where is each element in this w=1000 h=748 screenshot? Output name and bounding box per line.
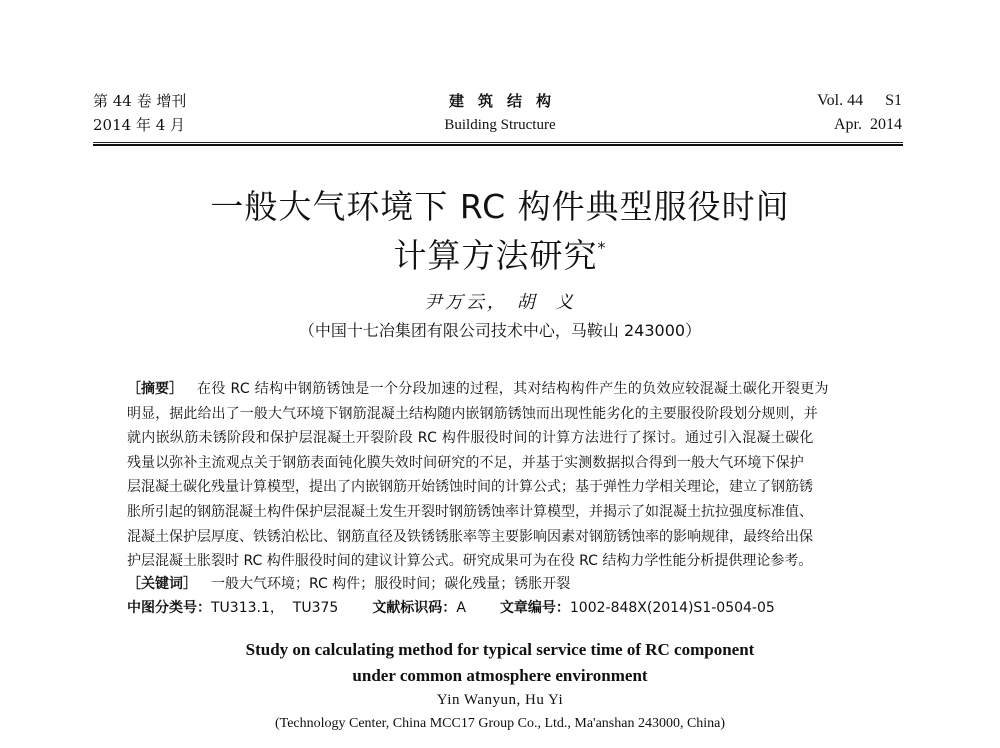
abstract-line <box>127 525 869 550</box>
abstract-line <box>127 426 869 451</box>
volume-en: Vol. 44 <box>817 92 864 109</box>
journal-name-en: Building Structure <box>444 117 556 133</box>
abstract-line-text: 残量以弥补主流观点关于钢筋表面钝化膜失效时间研究的不足，并基于实测数据拟合得到一般大气环境下保护 <box>127 454 804 471</box>
abstract-line <box>127 500 869 525</box>
clc-label: 中图分类号： <box>127 600 211 616</box>
abstract-line-text: 在役 RC 结构中钢筋锈蚀是一个分段加速的过程，其对结构构件产生的负效应较混凝土碳化开裂更为 <box>197 381 829 397</box>
abstract-line-text: 就内嵌纵筋未锈阶段和保护层混凝土开裂阶段 RC 构件服役时间的计算方法进行了探讨。通过引入混凝土碳化 <box>127 430 814 447</box>
header-rule-thin <box>93 142 903 143</box>
running-header-right <box>817 92 902 140</box>
keywords-text: 一般大气环境；RC 构件；服役时间；碳化残量；锈胀开裂 <box>211 576 571 592</box>
publication-date-cn: 2014 年 4 月 <box>93 116 186 134</box>
paper-title-line-2-text: 计算方法研究 <box>393 236 598 275</box>
running-header-center <box>400 92 600 134</box>
abstract-label: ［摘要］ <box>127 381 183 397</box>
abstract <box>127 377 869 574</box>
abstract-line <box>127 377 869 402</box>
journal-name-cn: 建筑结构 <box>448 92 565 110</box>
abstract-line <box>127 402 869 427</box>
abstract-line <box>127 475 869 500</box>
keywords <box>127 573 570 593</box>
volume-issue: 第 44 卷 增刊 <box>93 92 187 110</box>
authors-en: Yin Wanyun, Hu Yi <box>436 692 564 708</box>
abstract-line-text: 层混凝土碳化残量计算模型，提出了内嵌钢筋开始锈蚀时间的计算公式；基于弹性力学相关理论，建立了钢筋锈 <box>127 479 813 496</box>
article-number-label: 文章编号： <box>499 600 570 616</box>
publication-date-en: Apr. 2014 <box>834 116 902 133</box>
header-rule-thick <box>93 144 903 146</box>
affiliation-cn: （中国十七冶集团有限公司技术中心，马鞍山 243000） <box>298 321 702 340</box>
english-title-line-2: under common atmosphere environment <box>352 666 648 685</box>
affiliation-en: (Technology Center, China MCC17 Group Co., Ltd., Ma'anshan 243000, China) <box>274 716 726 731</box>
keywords-label: ［关键词］ <box>127 576 197 592</box>
abstract-line-text: 胀所引起的钢筋混凝土构件保护层混凝土发生开裂时钢筋锈蚀率计算模型，并揭示了如混凝土抗拉强度标准值、 <box>127 503 813 520</box>
clc-value: TU313.1， TU375 <box>211 600 339 616</box>
english-title-line-1: Study on calculating method for typical service time of RC component <box>245 640 755 659</box>
classification-info <box>127 597 775 617</box>
abstract-line <box>127 549 869 574</box>
authors-cn: 尹万云， 胡 义 <box>423 292 577 313</box>
article-number-value: 1002-848X(2014)S1-0504-05 <box>569 600 775 616</box>
doc-code-value: A <box>456 600 466 616</box>
doc-code-label: 文献标识码： <box>372 600 457 616</box>
abstract-line-text: 混凝土保护层厚度、铁锈泊松比、钢筋直径及铁锈锈胀率等主要影响因素对钢筋锈蚀率的影响规律，最终给出保 <box>127 528 813 545</box>
paper-title-line-2 <box>0 227 1000 277</box>
abstract-line-text: 明显，据此给出了一般大气环境下钢筋混凝土结构随内嵌钢筋锈蚀而出现性能劣化的主要服役阶段划分规则，并 <box>127 405 818 422</box>
issue-en: S1 <box>885 92 902 109</box>
running-header-left <box>93 92 186 140</box>
paper-title-line-1: 一般大气环境下 RC 构件典型服役时间 <box>210 187 790 226</box>
footnote-mark: * <box>597 238 607 257</box>
abstract-line <box>127 451 869 476</box>
abstract-line-text: 护层混凝土胀裂时 RC 构件服役时间的建议计算公式。研究成果可为在役 RC 结构力学性能分析提供理论参考。 <box>127 553 813 570</box>
